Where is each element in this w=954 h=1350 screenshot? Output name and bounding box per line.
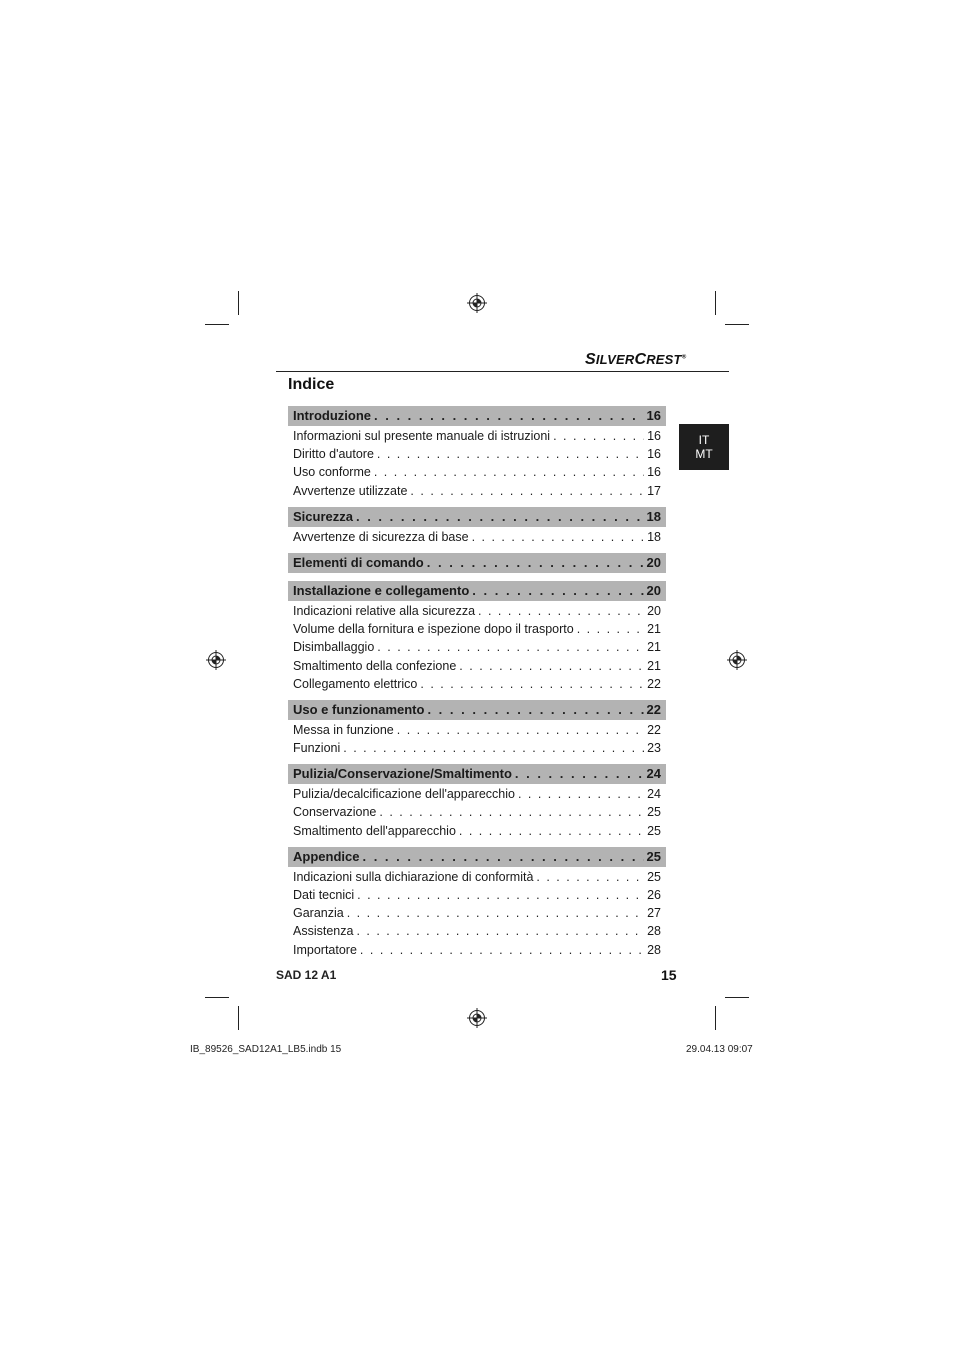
registration-mark-icon [467, 1008, 487, 1028]
dot-leader [577, 620, 644, 638]
dot-leader [472, 581, 643, 601]
item-page-number: 25 [647, 805, 661, 820]
crop-mark [238, 1006, 239, 1030]
crop-mark [715, 1006, 716, 1030]
toc-item [288, 739, 666, 757]
page-title: Indice [288, 376, 335, 393]
section-label: Uso e funzionamento [293, 701, 425, 717]
dot-leader [420, 675, 644, 693]
toc-item [288, 445, 666, 463]
toc-item [288, 886, 666, 904]
item-label: Avvertenze di sicurezza di base [293, 529, 469, 544]
section-page-number: 18 [646, 508, 661, 524]
item-page-number: 26 [647, 888, 661, 902]
item-entry [293, 922, 661, 940]
model-number: SAD 12 A1 [276, 968, 337, 982]
crop-mark [205, 324, 229, 325]
section-page-number: 16 [646, 408, 661, 423]
crop-mark [205, 997, 229, 998]
item-label: Informazioni sul presente manuale di istruzioni [293, 429, 551, 443]
dot-leader [410, 482, 644, 500]
toc-item [288, 922, 666, 940]
section-entry [293, 553, 661, 573]
dot-leader [343, 739, 644, 757]
registration-mark-icon [206, 650, 226, 670]
dot-leader [472, 528, 645, 546]
item-label: Volume della fornitura e ispezione dopo il trasporto [293, 622, 574, 637]
item-label: Uso conforme [293, 465, 371, 480]
item-entry [293, 675, 661, 693]
dot-leader [478, 602, 644, 620]
print-slug-date: 29.04.13 09:07 [686, 1044, 753, 1055]
section-spacer [288, 757, 666, 764]
item-label: Funzioni [293, 741, 341, 756]
page-number: 15 [661, 967, 677, 983]
toc-section-heading [288, 507, 666, 527]
section-entry [293, 581, 661, 601]
section-spacer [288, 840, 666, 847]
dot-leader [515, 764, 644, 784]
section-page-number: 25 [646, 848, 661, 864]
toc-item [288, 803, 666, 821]
item-entry [293, 657, 661, 675]
item-entry [293, 445, 661, 463]
toc-item [288, 528, 666, 546]
item-page-number: 16 [647, 447, 661, 462]
toc-section-heading [288, 764, 666, 784]
dot-leader [374, 406, 644, 426]
item-page-number: 25 [647, 823, 661, 838]
print-slug-file: IB_89526_SAD12A1_LB5.indb 15 [190, 1044, 342, 1055]
dot-leader [518, 785, 644, 803]
item-label: Dati tecnici [293, 888, 355, 902]
section-entry [293, 764, 661, 784]
section-page-number: 24 [646, 766, 661, 782]
language-tab [679, 424, 729, 470]
item-entry [293, 886, 661, 904]
dot-leader [459, 657, 644, 675]
item-label: Assistenza [293, 924, 354, 939]
section-spacer [288, 693, 666, 700]
toc-section-heading [288, 581, 666, 601]
toc-item [288, 463, 666, 481]
item-page-number: 20 [647, 603, 661, 618]
toc-item [288, 638, 666, 656]
item-entry [293, 602, 661, 620]
item-page-number: 22 [647, 676, 661, 691]
dot-leader [356, 507, 644, 527]
dot-leader [459, 822, 644, 840]
brand-logo: SILVERCREST® [585, 351, 687, 368]
item-entry [293, 904, 661, 922]
section-spacer [288, 546, 666, 553]
item-entry [293, 822, 661, 840]
item-label: Disimballaggio [293, 640, 375, 655]
item-label: Pulizia/decalcificazione dell'apparecchio [293, 787, 515, 802]
dot-leader [427, 553, 644, 573]
toc-item [288, 602, 666, 620]
item-page-number: 21 [647, 658, 661, 673]
section-spacer [288, 959, 666, 966]
item-label: Indicazioni sulla dichiarazione di conformità [293, 869, 534, 884]
item-entry [293, 638, 661, 656]
item-page-number: 16 [647, 429, 661, 443]
item-label: Diritto d'autore [293, 447, 374, 462]
dot-leader [377, 445, 644, 463]
language-code: MT [695, 447, 713, 461]
item-page-number: 24 [647, 787, 661, 802]
toc-section-heading [288, 553, 666, 573]
item-label: Avvertenze utilizzate [293, 483, 408, 498]
item-label: Collegamento elettrico [293, 676, 418, 691]
item-page-number: 18 [647, 529, 661, 544]
item-page-number: 23 [647, 741, 661, 756]
dot-leader [377, 638, 644, 656]
item-label: Garanzia [293, 906, 344, 921]
item-page-number: 21 [647, 640, 661, 655]
item-page-number: 28 [647, 942, 661, 957]
item-entry [293, 785, 661, 803]
item-entry [293, 868, 661, 886]
item-page-number: 17 [647, 483, 661, 498]
toc-item [288, 721, 666, 739]
toc-item [288, 620, 666, 638]
language-code: IT [698, 433, 710, 447]
item-page-number: 16 [647, 465, 661, 480]
section-entry [293, 700, 661, 720]
item-page-number: 27 [647, 906, 661, 921]
crop-mark [715, 291, 716, 315]
header-rule [276, 371, 729, 372]
section-label: Sicurezza [293, 508, 353, 524]
toc-item [288, 904, 666, 922]
item-page-number: 28 [647, 924, 661, 939]
item-entry [293, 803, 661, 821]
dot-leader [374, 463, 644, 481]
item-label: Messa in funzione [293, 722, 394, 737]
toc-item [288, 822, 666, 840]
dot-leader [536, 868, 644, 886]
item-entry [293, 482, 661, 500]
toc-item [288, 868, 666, 886]
toc-item [288, 482, 666, 500]
section-label: Appendice [293, 848, 360, 864]
registration-mark-icon [467, 293, 487, 313]
toc-item [288, 675, 666, 693]
toc-section-heading [288, 847, 666, 867]
table-of-contents [288, 406, 666, 966]
item-entry [293, 463, 661, 481]
item-label: Smaltimento dell'apparecchio [293, 823, 456, 838]
section-spacer [288, 574, 666, 581]
item-page-number: 22 [647, 722, 661, 737]
dot-leader [356, 922, 644, 940]
section-label: Installazione e collegamento [293, 582, 470, 598]
dot-leader [553, 427, 644, 445]
section-label: Introduzione [293, 408, 371, 423]
crop-mark [238, 291, 239, 315]
toc-section-heading [288, 700, 666, 720]
item-page-number: 21 [647, 622, 661, 637]
section-spacer [288, 500, 666, 507]
item-entry [293, 620, 661, 638]
dot-leader [347, 904, 644, 922]
section-page-number: 20 [646, 582, 661, 598]
section-page-number: 22 [646, 701, 661, 717]
item-entry [293, 739, 661, 757]
section-entry [293, 507, 661, 527]
item-label: Conservazione [293, 805, 377, 820]
item-page-number: 25 [647, 869, 661, 884]
item-entry [293, 528, 661, 546]
item-label: Smaltimento della confezione [293, 658, 457, 673]
section-entry [293, 406, 661, 426]
section-entry [293, 847, 661, 867]
toc-item [288, 941, 666, 959]
registration-mark-icon [727, 650, 747, 670]
dot-leader [379, 803, 644, 821]
item-label: Importatore [293, 942, 357, 957]
section-page-number: 20 [646, 554, 661, 570]
section-label: Elementi di comando [293, 554, 424, 570]
item-entry [293, 721, 661, 739]
dot-leader [397, 721, 644, 739]
dot-leader [362, 847, 643, 867]
dot-leader [427, 700, 643, 720]
toc-item [288, 785, 666, 803]
dot-leader [357, 886, 644, 904]
crop-mark [725, 324, 749, 325]
dot-leader [360, 941, 644, 959]
item-label: Indicazioni relative alla sicurezza [293, 603, 476, 618]
item-entry [293, 427, 661, 445]
toc-item [288, 427, 666, 445]
toc-section-heading [288, 406, 666, 426]
section-label: Pulizia/Conservazione/Smaltimento [293, 766, 512, 782]
crop-mark [725, 997, 749, 998]
toc-item [288, 657, 666, 675]
item-entry [293, 941, 661, 959]
